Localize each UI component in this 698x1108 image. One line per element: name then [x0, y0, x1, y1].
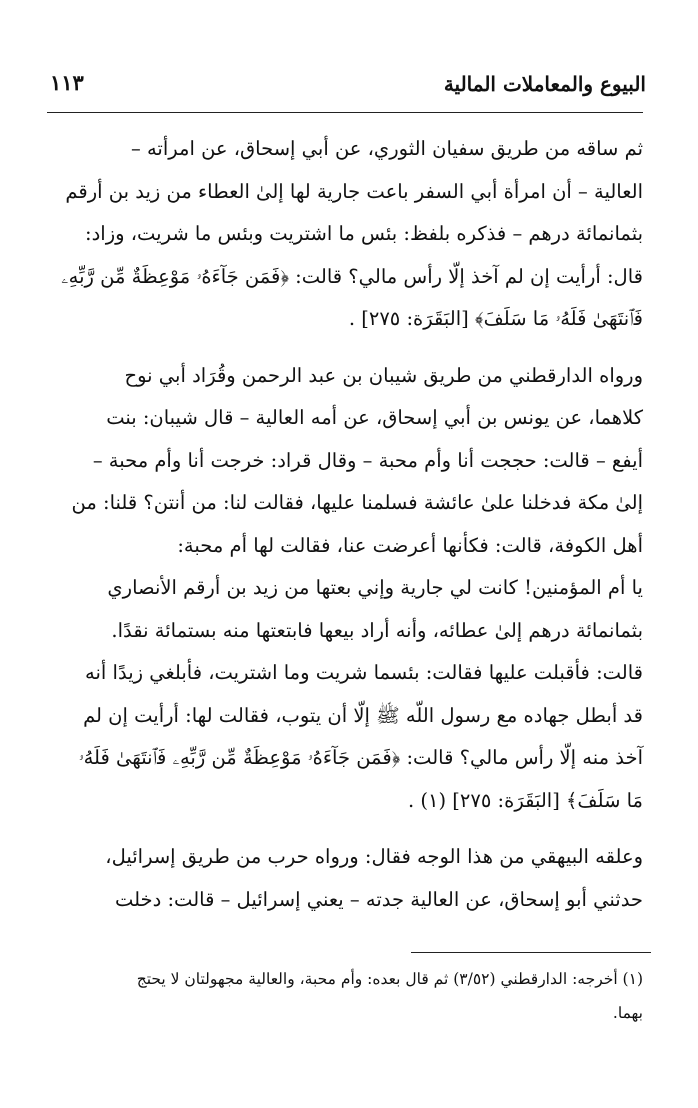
text-line: قد أبطل جهاده مع رسول اللّه ﷺ إلّا أن يتوب، فقالت لها: أرأيت إن لم [83, 703, 643, 727]
text-line: قالت: فأقبلت عليها فقالت: بئسما شريت وما اشتريت، فأبلغي زيدًا أنه [85, 661, 643, 684]
text-line: قال: أرأيت إن لم آخذ إلّا رأس مالي؟ قالت: ﴿فَمَن جَآءَهُۥ مَوْعِظَةٌ مِّن رَّبِّهِۦ [61, 264, 643, 288]
text-line: يا أم المؤمنين! كانت لي جارية وإني بعتها من زيد بن أرقم الأنصاري [107, 576, 643, 599]
footnote-line: (١) أخرجه: الدارقطني (٣/٥٢) ثم قال بعده: وأم محبة، والعالية مجهولتان لا يحتج [136, 970, 643, 988]
page-number: ١١٣ [50, 70, 84, 95]
text-line: أهل الكوفة، قالت: فكأنها أعرضت عنا، فقالت لها أم محبة: [177, 533, 643, 557]
footnote-line: بهما. [612, 1004, 643, 1022]
paragraph-2 [47, 355, 643, 823]
main-text [47, 128, 643, 921]
text-line: فَٱنتَهَىٰ فَلَهُۥ مَا سَلَفَ﴾ [البَقَرَة: ٢٧٥] . [348, 307, 643, 330]
text-line: مَا سَلَفَ﴾ [البَقَرَة: ٢٧٥] (١) . [408, 788, 643, 812]
running-title: البيوع والمعاملات المالية [443, 72, 646, 96]
paragraph-3 [47, 836, 643, 921]
text-line: آخذ منه إلّا رأس مالي؟ قالت: ﴿فَمَن جَآءَهُۥ مَوْعِظَةٌ مِّن رَّبِّهِۦ فَٱنتَهَىٰ فَلَهُۥ [78, 746, 643, 769]
text-line: بثمانمائة درهم – فذكره بلفظ: بئس ما اشتريت وبئس ما شريت، وزاد: [85, 222, 643, 245]
footnote-divider [411, 952, 651, 953]
paragraph-1 [47, 128, 643, 341]
text-line: حدثني أبو إسحاق، عن العالية جدته – يعني إسرائيل – قالت: دخلت [114, 887, 643, 911]
header-divider [47, 112, 643, 113]
text-line: أيفع – قالت: حججت أنا وأم محبة – وقال قراد: خرجت أنا وأم محبة – [92, 448, 643, 472]
text-line: العالية – أن امرأة أبي السفر باعت جارية لها إلىٰ العطاء من زيد بن أرقم [65, 179, 643, 203]
text-line: إلىٰ مكة فدخلنا علىٰ عائشة فسلمنا عليها، فقالت لنا: من أنتن؟ قلنا: من [71, 491, 643, 514]
text-line: بثمانمائة درهم إلىٰ عطائه، وأنه أراد بيعها فابتعتها منه بستمائة نقدًا. [111, 618, 643, 642]
footnote [47, 962, 643, 1030]
text-line: كلاهما، عن يونس بن أبي إسحاق، عن أمه العالية – قال شيبان: بنت [106, 406, 643, 429]
text-line: وعلقه البيهقي من هذا الوجه فقال: ورواه حرب من طريق إسرائيل، [105, 845, 643, 868]
text-line: ثم ساقه من طريق سفيان الثوري، عن أبي إسحاق، عن امرأته – [131, 137, 643, 160]
text-line: ورواه الدارقطني من طريق شيبان بن عبد الرحمن وقُرَاد أبي نوح [124, 363, 643, 387]
